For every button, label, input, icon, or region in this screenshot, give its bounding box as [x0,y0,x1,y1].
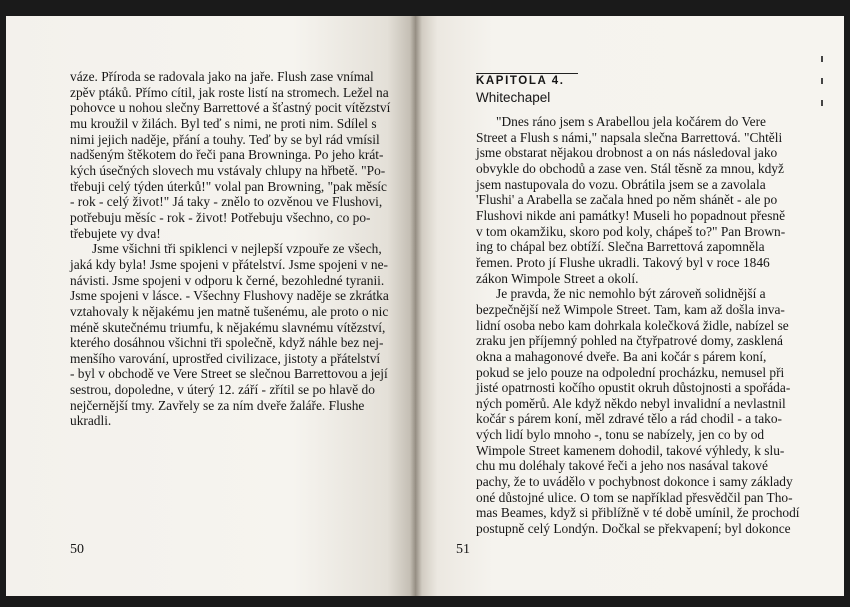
text-line: v tom okamžiku, skoro pod koly, chápeš to?" Pan Brown- [476,223,786,239]
text-line: kých úsečných slovech mu vstávaly chlupy na hřbetě. "Po- [70,162,386,178]
book-gutter [410,16,422,596]
text-line: obvykle do obchodů a zase ven. Stál těsně za mnou, když [476,160,784,176]
text-line: mu kroužil v žilách. Byl teď s nimi, ne proti nim. Sdílel s [70,115,377,131]
text-line: nejčernější tmy. Zavřely se za ním dveře žaláře. Flushe [70,397,365,413]
chapter-label: KAPITOLA 4. [476,73,578,87]
text-line: návisti. Jsme spojeni v odporu k černé, bezohledné tyranii. [70,272,385,288]
text-line: ukradli. [70,413,112,429]
text-line: Jsme všichni tři spiklenci v nejlepší vzpouře ze všech, [92,241,382,257]
text-line: Je pravda, že nic nemohlo být zároveň solidnější a [496,286,766,302]
text-line: menšího varování, uprostřed civilizace, jistoty a přátelství [70,350,381,366]
left-page-text [70,69,391,429]
left-page [6,16,416,596]
right-page-text [476,114,800,537]
text-line: Jsme spojeni v lásce. - Všechny Flushovy naděje se zkrátka [70,288,389,304]
right-page [416,16,844,596]
text-line: zákon Wimpole Street a okolí. [476,270,639,286]
text-line: pohovce u nohou slečny Barrettové a šťastný pocit vítězství [70,100,391,116]
chapter-title: Whitechapel [476,90,551,105]
text-line: zraku jen příjemný pohled na čtyřpatrové domy, zasklená [476,333,784,349]
text-line: váze. Příroda se radovala jako na jaře. Flush zase vnímal [70,69,374,84]
text-line: zpěv ptáků. Přímo cítil, jak roste listí na stromech. Ležel na [70,84,389,100]
text-line: nimi jejich naděje, přání a touhy. Teď by se byl rád vmísil [70,131,380,147]
text-line: chu mu doléhaly takové řeči a jeho nos nasával takové [476,458,768,474]
text-line: jsem nastupovala do vozu. Obrátila jsem se a zavolala [476,176,766,192]
text-line: řemen. Proto jí Flushe ukradli. Takový byl v roce 1846 [476,254,770,270]
text-line: jsme obstarat nějakou drobnost a on nás následoval jako [476,145,778,161]
text-line: ing to chápal bez obtíží. Slečna Barrettová zapomněla [476,239,765,255]
text-line: 'Flushi' a Arabella se začala hned po něm shánět - ale po [476,192,778,208]
text-line: ných poměrů. Ale když někdo nebyl invalidní a nevlastnil [476,395,786,411]
text-line: kočár s párem koní, měl zdravé tělo a rád chodil - a tako- [476,411,782,427]
text-line: jisté opatrnosti kočího opustit okruh důstojnosti a spořáda- [476,380,791,396]
text-line: potřebuju měsíc - rok - život! Potřebuju všechno, co po- [70,209,371,225]
text-line: jaká kdy byla! Jsme spojeni v přátelství. Jsme spojeni v ne- [70,256,388,272]
text-line: lidní osoba nebo kam dohrkala kolečková židle, nabízel se [476,317,789,333]
text-line: pokud se jelo pouze na odpolední procházku, nemusel při [476,364,785,380]
text-line: - rok - celý život!" Já taky - znělo to ozvěnou ve Flushovi, [70,194,383,210]
text-line: sestrou, dopoledne, v úterý 12. září - zřítil se po hlavě do [70,382,375,398]
text-line: Street a Flush s námi," napsala slečna Barrettová. "Chtěli [476,129,783,145]
text-line: vých lidí bylo mnoho -, tonu se nabízely, jen co by od [476,427,765,443]
text-line: oné důstojné ulice. O tom se například přesvědčil pan Tho- [476,489,793,505]
text-line: postupně celý Londýn. Dočkal se překvapení; byl dokonce [476,521,791,537]
page-number-left: 50 [70,542,84,557]
text-line: vztahovaly k nějakému jen matně tušenému, ale proto o nic [70,303,389,319]
text-line: méně skutečnému triumfu, k nějakému slavnému vítězství, [70,319,386,335]
text-line: - byl v obchodě ve Vere Street se slečnou Barrettovou a její [70,366,388,382]
text-line: třebuji celý týden úterků!" volal pan Browning, "pak měsíc [70,178,387,194]
text-line: Flushovi nikde ani památky! Museli ho popadnout přesně [476,207,786,223]
page-number-right: 51 [456,542,470,557]
text-line: bezpečnější než Wimpole Street. Tam, kam až došla inva- [476,301,785,317]
text-line: třebujete vy dva! [70,225,161,241]
text-line: Wimpole Street kamenem dohodil, takové výhledy, k slu- [476,442,785,458]
text-line: mas Beames, když si přiblížně v té době umínil, že prochodí [476,505,800,521]
text-line: nadšeným štěkotem do řeči pana Browninga. Po jeho krát- [70,147,384,163]
edge-marks [821,56,824,116]
text-line: pachy, že to uvádělo v pochybnost dokonce i samy základy [476,474,793,490]
text-line: kterého dosáhnou všichni tři společně, když náhle bez nej- [70,335,384,351]
text-line: "Dnes ráno jsem s Arabellou jela kočárem do Vere [496,114,766,129]
book-spread [6,16,844,596]
text-line: okna a mahagonové dveře. Ba ani kočár s párem koní, [476,348,767,364]
